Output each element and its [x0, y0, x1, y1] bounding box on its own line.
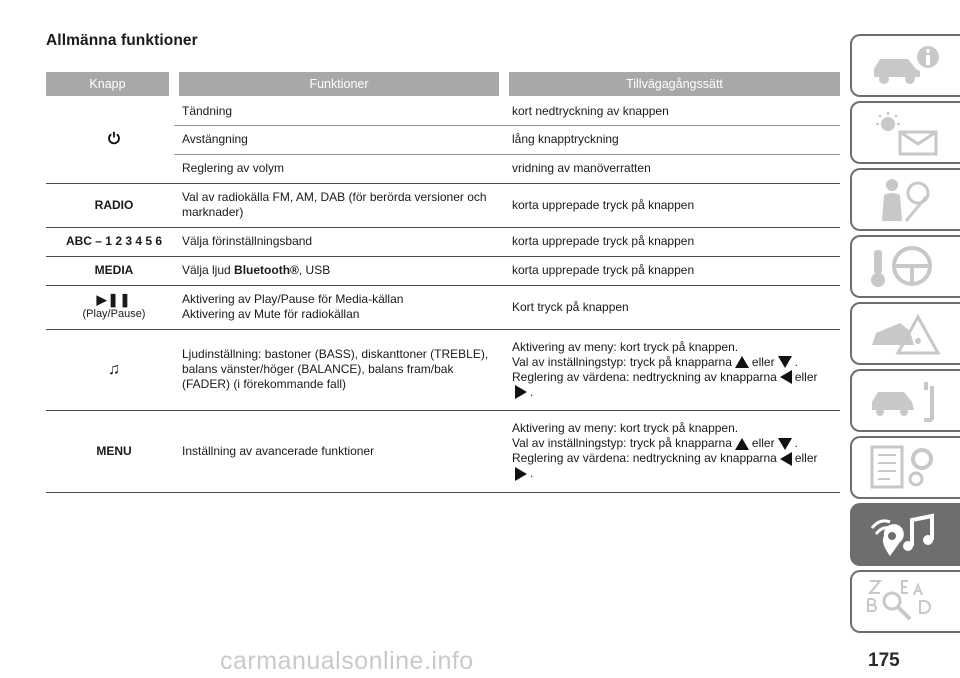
functions-table [46, 72, 840, 493]
method-cell: korta upprepade tryck på knappen [504, 183, 840, 227]
function-cell: Reglering av volym [174, 154, 504, 183]
arrow-left-icon [780, 370, 792, 384]
function-cell [174, 285, 504, 329]
music-note-icon: ♫ [108, 360, 120, 378]
alphabetical-index-icon [866, 579, 946, 625]
method-cell: korta upprepade tryck på knappen [504, 227, 840, 256]
method-cell: kort nedtryckning av knappen [504, 97, 840, 125]
arrow-right-icon [515, 385, 527, 399]
table-row [46, 329, 840, 410]
breakdown-warning-icon [866, 311, 946, 357]
method-cell: vridning av manöverratten [504, 154, 840, 183]
page-number: 175 [868, 650, 900, 671]
chapter-tabs [850, 34, 960, 637]
audio-method-line1: Aktivering av meny: kort tryck på knappen. [512, 339, 739, 354]
menu-method-line3: Reglering av värdena: nedtryckning av knapparna eller [512, 451, 818, 465]
arrow-up-icon [735, 438, 749, 450]
menu-method-line2: Val av inställningstyp: tryck på knapparna eller . [512, 436, 798, 450]
method-cell: Kort tryck på knappen [504, 285, 840, 329]
audio-key-cell [46, 329, 174, 410]
method-cell: lång knapptryckning [504, 125, 840, 154]
arrow-down-icon [778, 438, 792, 450]
method-cell: korta upprepade tryck på knappen [504, 256, 840, 285]
function-cell: Ljudinställning: bastoner (BASS), diskanttoner (TREBLE), balans vänster/höger (BALANCE), balans fram/bak (FADER) (i förekommande fall) [174, 329, 504, 410]
function-cell: Avstängning [174, 125, 504, 154]
playpause-key-cell [46, 285, 174, 329]
tab-multimedia[interactable] [850, 503, 960, 566]
table-row [46, 97, 840, 125]
presets-key: ABC – 1 2 3 4 5 6 [46, 227, 174, 256]
tab-warning-lights[interactable] [850, 101, 960, 164]
car-service-wrench-icon [866, 378, 946, 424]
power-icon [107, 131, 121, 145]
tab-safety[interactable] [850, 168, 960, 231]
tab-index[interactable] [850, 570, 960, 633]
radio-key: RADIO [46, 183, 174, 227]
bluetooth-label: Bluetooth® [234, 263, 299, 277]
arrow-up-icon [735, 356, 749, 368]
tab-starting[interactable] [850, 235, 960, 298]
table-row [46, 285, 840, 329]
function-cell: Inställning av avancerade funktioner [174, 410, 504, 492]
multimedia-icon [866, 512, 946, 558]
arrow-right-icon [515, 467, 527, 481]
media-key: MEDIA [46, 256, 174, 285]
function-cell: Tändning [174, 97, 504, 125]
arrow-left-icon [780, 452, 792, 466]
play-pause-icon: ▶❚❚ [96, 292, 132, 307]
table-row [46, 227, 840, 256]
specs-list-gear-icon [866, 445, 946, 491]
function-cell: Val av radiokälla FM, AM, DAB (för berörda versioner och marknader) [174, 183, 504, 227]
media-function-suffix: , USB [298, 263, 331, 277]
playpause-function-line1: Aktivering av Play/Pause för Media-källan [182, 292, 404, 306]
table-row [46, 183, 840, 227]
audio-method-line3: Reglering av värdena: nedtryckning av knapparna eller [512, 369, 818, 384]
car-info-icon [866, 43, 946, 89]
table-row [46, 410, 840, 492]
method-cell [504, 410, 840, 492]
function-cell [174, 256, 504, 285]
tab-car-info[interactable] [850, 34, 960, 97]
watermark: carmanualsonline.info [220, 647, 474, 675]
tab-emergency[interactable] [850, 302, 960, 365]
arrow-down-icon [778, 356, 792, 368]
tab-maintenance[interactable] [850, 369, 960, 432]
method-cell [504, 329, 840, 410]
power-key-cell [46, 97, 174, 183]
warning-lights-mail-icon [866, 110, 946, 156]
playpause-label: (Play/Pause) [82, 308, 146, 320]
function-cell: Välja förinställningsband [174, 227, 504, 256]
airbag-passenger-icon [866, 177, 946, 223]
header-funktioner: Funktioner [174, 72, 504, 97]
key-steering-wheel-icon [866, 244, 946, 290]
media-function-prefix: Välja ljud [182, 263, 235, 277]
page-title: Allmänna funktioner [46, 32, 198, 49]
playpause-function-line2: Aktivering av Mute för radiokällan [182, 307, 360, 321]
audio-method-line2: Val av inställningstyp: tryck på knapparna eller . [512, 354, 798, 369]
audio-method-line4: . [512, 385, 840, 400]
tab-technical-data[interactable] [850, 436, 960, 499]
header-knapp: Knapp [46, 72, 174, 97]
menu-method-line4: . [512, 466, 840, 481]
menu-key: MENU [46, 410, 174, 492]
header-tillvagagangssatt: Tillvägagångssätt [504, 72, 840, 97]
table-header [46, 72, 840, 97]
table-row [46, 256, 840, 285]
menu-method-line1: Aktivering av meny: kort tryck på knappen. [512, 421, 739, 435]
